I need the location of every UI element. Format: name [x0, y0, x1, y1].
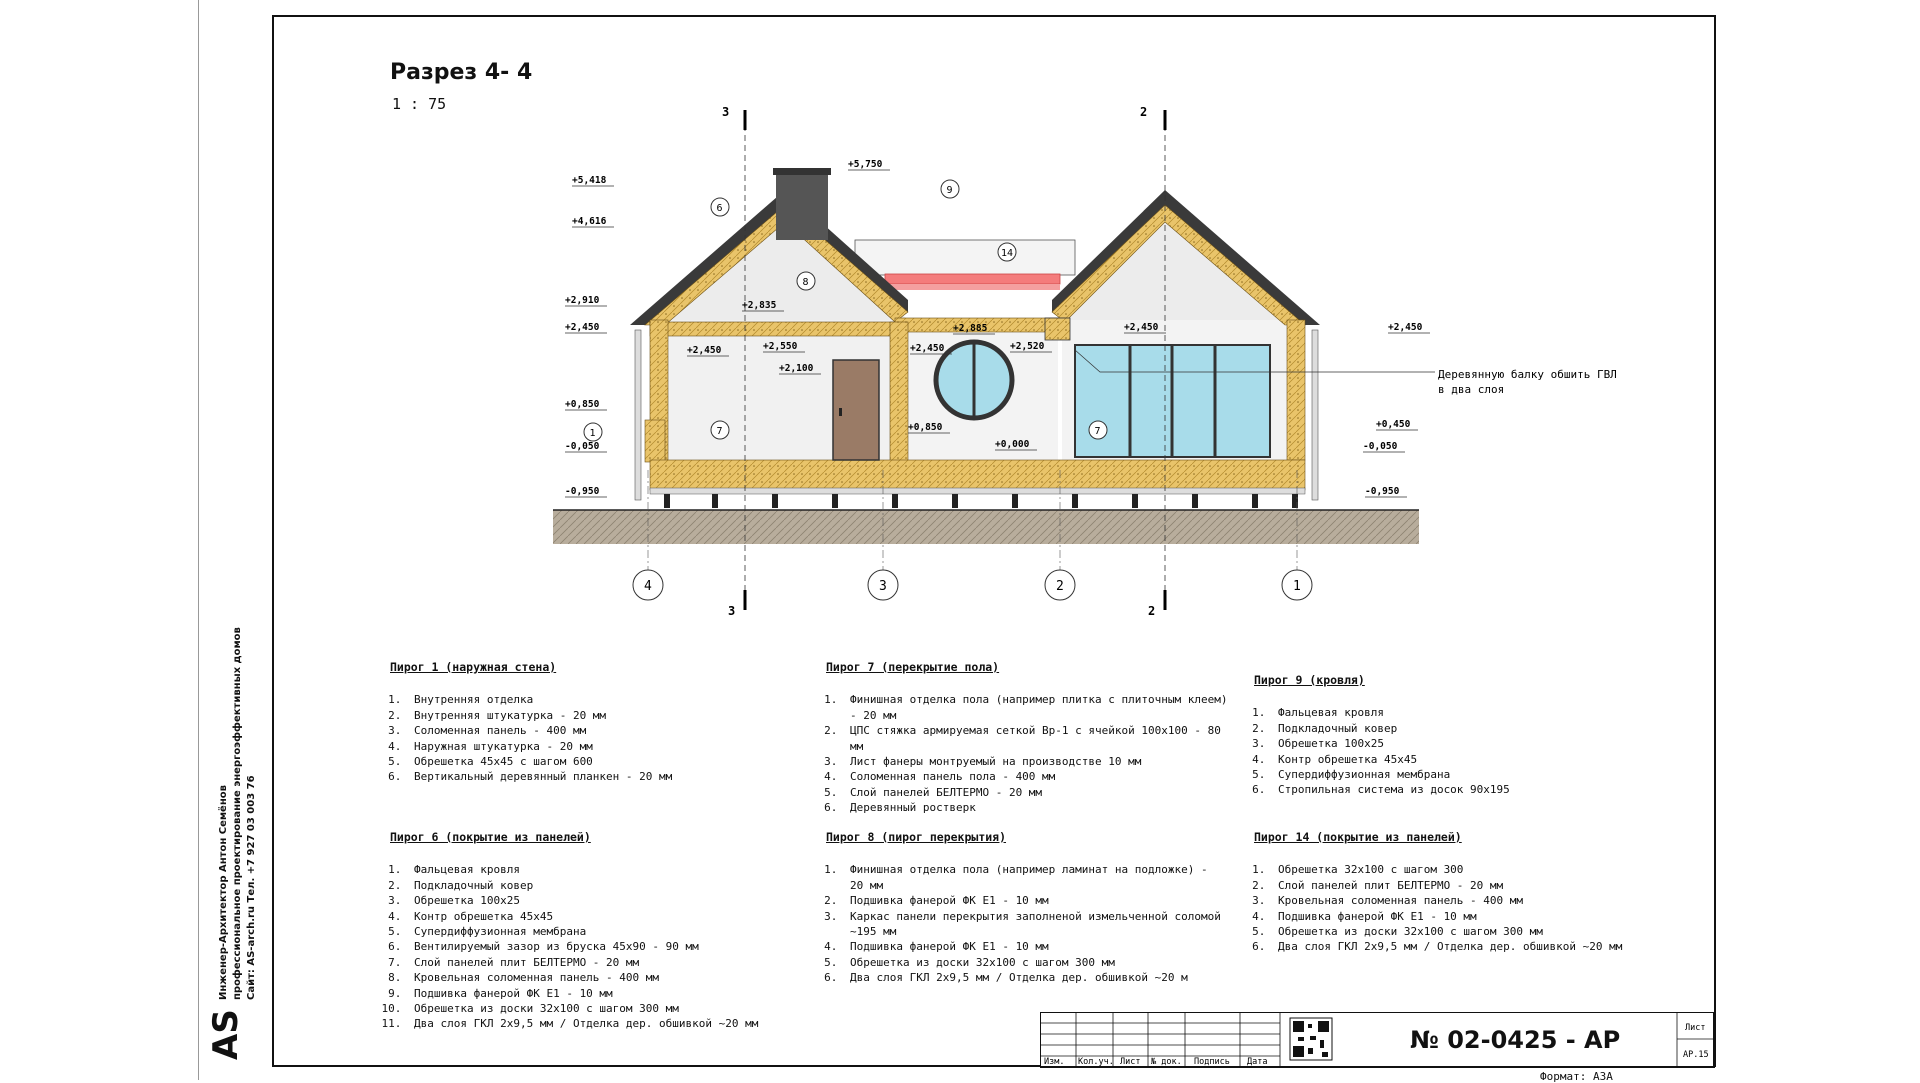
- elevation-label: -0,950: [1365, 486, 1400, 497]
- spec-item: 4. Контр обрешетка 45х45: [408, 909, 810, 924]
- svg-text:Дата: Дата: [1247, 1057, 1268, 1067]
- spec-item: 6. Два слоя ГКЛ 2х9,5 мм / Отделка дер. обшивкой ~20 м: [844, 970, 1226, 985]
- spec-item: 9. Подшивка фанерой ФК Е1 - 10 мм: [408, 986, 810, 1001]
- section-mark-bottom-left: 3: [728, 604, 736, 618]
- spec-list: [826, 692, 1236, 815]
- spec-item: 6. Вентилируемый зазор из бруска 45х90 - 90 мм: [408, 939, 810, 954]
- section-mark-bottom-right: 2: [1148, 604, 1156, 618]
- svg-text:Подпись: Подпись: [1194, 1057, 1230, 1067]
- spec-item: 6. Вертикальный деревянный планкен - 20 мм: [408, 769, 790, 784]
- elevation-label: -0,050: [565, 441, 600, 452]
- spec-item: 5. Супердиффузионная мембрана: [408, 924, 810, 939]
- elevation-label: +2,520: [1010, 341, 1045, 352]
- binding-line: [198, 0, 199, 1080]
- elevation-label: +2,100: [779, 363, 814, 374]
- spec-list: [390, 692, 790, 784]
- spec-item: 2. Подкладочный ковер: [408, 878, 810, 893]
- qr-code-icon: [1290, 1018, 1332, 1060]
- elevation-label: +2,835: [742, 300, 777, 311]
- callout-number: 14: [1001, 248, 1014, 259]
- elevation-label: +5,418: [572, 175, 607, 186]
- elevation-label: +0,450: [1376, 419, 1411, 430]
- spec-item: 3. Кровельная соломенная панель - 400 мм: [1272, 893, 1684, 908]
- spec-block-6: [390, 830, 810, 1032]
- spec-list: [1254, 862, 1684, 954]
- callout-number: 9: [946, 185, 953, 196]
- spec-title: Пирог 14 (покрытие из панелей): [1254, 830, 1462, 844]
- spec-title: Пирог 8 (пирог перекрытия): [826, 830, 1007, 844]
- spec-item: 8. Кровельная соломенная панель - 400 мм: [408, 970, 810, 985]
- section-scale: 1 : 75: [392, 95, 447, 113]
- svg-text:Лист: Лист: [1685, 1023, 1706, 1033]
- spec-block-7: [826, 660, 1236, 816]
- spec-item: 5. Обрешетка 45х45 с шагом 600: [408, 754, 790, 769]
- spec-item: 6. Деревянный ростверк: [844, 800, 1236, 815]
- wall-inner-left: [890, 322, 908, 462]
- spec-item: 2. Подшивка фанерой ФК Е1 - 10 мм: [844, 893, 1226, 908]
- elevation-label: +4,616: [572, 216, 607, 227]
- spec-item: 3. Соломенная панель - 400 мм: [408, 723, 790, 738]
- sidebar-credit-3: Сайт: AS-arch.ru Тел. +7 927 03 003 76: [246, 775, 257, 1000]
- elevation-label: +2,450: [910, 343, 945, 354]
- elevation-label: +5,750: [848, 159, 883, 170]
- spec-item: 4. Подшивка фанерой ФК Е1 - 10 мм: [844, 939, 1226, 954]
- spec-item: 1. Фальцевая кровля: [1272, 705, 1654, 720]
- elevation-label: +0,850: [908, 422, 943, 433]
- document-number: № 02-0425 - АР: [1410, 1026, 1621, 1054]
- elevation-label: +0,850: [565, 399, 600, 410]
- elevation-label: +2,550: [763, 341, 798, 352]
- spec-item: 4. Соломенная панель пола - 400 мм: [844, 769, 1236, 784]
- spec-item: 4. Подшивка фанерой ФК Е1 - 10 мм: [1272, 909, 1684, 924]
- spec-title: Пирог 7 (перекрытие пола): [826, 660, 1000, 674]
- spec-item: 4. Наружная штукатурка - 20 мм: [408, 739, 790, 754]
- spec-item: 1. Фальцевая кровля: [408, 862, 810, 877]
- sidebar-logo: AS: [206, 1009, 246, 1060]
- spec-list: [1254, 705, 1654, 797]
- spec-item: 3. Обрешетка 100х25: [1272, 736, 1654, 751]
- elevation-label: -0,950: [565, 486, 600, 497]
- elevation-label: +0,000: [995, 439, 1030, 450]
- svg-text:Кол.уч.: Кол.уч.: [1078, 1057, 1114, 1067]
- spec-block-9: [1254, 673, 1654, 798]
- callout-number: 1: [589, 428, 596, 439]
- spec-item: 10. Обрешетка из доски 32х100 с шагом 300 мм: [408, 1001, 810, 1016]
- section-drawing: [540, 100, 1640, 620]
- axis-label: 3: [879, 579, 887, 594]
- spec-item: 5. Обрешетка из доски 32х100 с шагом 300 мм: [1272, 924, 1684, 939]
- spec-item: 5. Обрешетка из доски 32х100 с шагом 300 мм: [844, 955, 1226, 970]
- note-line-2: в два слоя: [1438, 383, 1505, 396]
- spec-item: 4. Контр обрешетка 45х45: [1272, 752, 1654, 767]
- spec-item: 1. Финишная отделка пола (например плитка с плиточным клеем) - 20 мм: [844, 692, 1236, 723]
- axis-label: 2: [1056, 579, 1064, 594]
- axis-label: 1: [1293, 579, 1301, 594]
- spec-item: 11. Два слоя ГКЛ 2х9,5 мм / Отделка дер. обшивкой ~20 мм: [408, 1016, 810, 1031]
- spec-block-1: [390, 660, 790, 785]
- section-title: Разрез 4- 4: [390, 60, 533, 85]
- spec-item: 3. Каркас панели перекрытия заполненой измельченной соломой ~195 мм: [844, 909, 1226, 940]
- callout-number: 7: [716, 426, 723, 437]
- spec-title: Пирог 9 (кровля): [1254, 673, 1365, 687]
- svg-text:АР.15: АР.15: [1683, 1050, 1709, 1060]
- grid-axes: [633, 570, 1312, 600]
- svg-text:№ док.: № док.: [1151, 1057, 1182, 1067]
- elevation-label: +2,885: [953, 323, 988, 334]
- spec-list: [826, 862, 1226, 985]
- ground: [553, 510, 1419, 544]
- spec-item: 1. Обрешетка 32х100 с шагом 300: [1272, 862, 1684, 877]
- spec-block-8: [826, 830, 1226, 986]
- section-mark-top-right: 2: [1140, 105, 1148, 119]
- callout-number: 8: [802, 277, 809, 288]
- spec-item: 2. ЦПС стяжка армируемая сеткой Вр-1 с ячейкой 100х100 - 80 мм: [844, 723, 1236, 754]
- spec-block-14: [1254, 830, 1684, 955]
- spec-item: 2. Подкладочный ковер: [1272, 721, 1654, 736]
- spec-item: 6. Стропильная система из досок 90х195: [1272, 782, 1654, 797]
- spec-item: 3. Лист фанеры монтруемый на производстве 10 мм: [844, 754, 1236, 769]
- svg-text:Лист: Лист: [1120, 1057, 1141, 1067]
- spec-item: 1. Финишная отделка пола (например ламинат на подложке) - 20 мм: [844, 862, 1226, 893]
- elevation-label: +2,450: [1124, 322, 1159, 333]
- spec-item: 5. Супердиффузионная мембрана: [1272, 767, 1654, 782]
- highlight-beam: [885, 274, 1060, 284]
- sidebar-credit-2: профессиональное проектирование энергоэффективных домов: [232, 627, 243, 1000]
- spec-title: Пирог 6 (покрытие из панелей): [390, 830, 591, 844]
- spec-item: 7. Слой панелей плит БЕЛТЕРМО - 20 мм: [408, 955, 810, 970]
- spec-title: Пирог 1 (наружная стена): [390, 660, 557, 674]
- spec-list: [390, 862, 810, 1031]
- chimney: [776, 170, 828, 240]
- elevation-label: +2,910: [565, 295, 600, 306]
- callout-number: 7: [1094, 426, 1101, 437]
- section-mark-top-left: 3: [722, 105, 730, 119]
- sidebar-credit-1: Инженер-Архитектор Антон Семёнов: [218, 785, 229, 1000]
- spec-item: 5. Слой панелей БЕЛТЕРМО - 20 мм: [844, 785, 1236, 800]
- spec-item: 1. Внутренняя отделка: [408, 692, 790, 707]
- elevation-label: +2,450: [687, 345, 722, 356]
- note-line-1: Деревянную балку обшить ГВЛ: [1438, 368, 1617, 381]
- spec-item: 3. Обрешетка 100х25: [408, 893, 810, 908]
- sheet-format: Формат: А3А: [1540, 1070, 1613, 1083]
- spec-item: 2. Слой панелей плит БЕЛТЕРМО - 20 мм: [1272, 878, 1684, 893]
- elevation-label: -0,050: [1363, 441, 1398, 452]
- wall-right: [1287, 320, 1305, 460]
- svg-text:Изм.: Изм.: [1044, 1057, 1065, 1067]
- callout-number: 6: [716, 203, 723, 214]
- spec-item: 6. Два слоя ГКЛ 2х9,5 мм / Отделка дер. обшивкой ~20 мм: [1272, 939, 1684, 954]
- floor-slab: [650, 460, 1305, 490]
- elevation-label: +2,450: [1388, 322, 1423, 333]
- spec-item: 2. Внутренняя штукатурка - 20 мм: [408, 708, 790, 723]
- axis-label: 4: [644, 579, 652, 594]
- elevation-label: +2,450: [565, 322, 600, 333]
